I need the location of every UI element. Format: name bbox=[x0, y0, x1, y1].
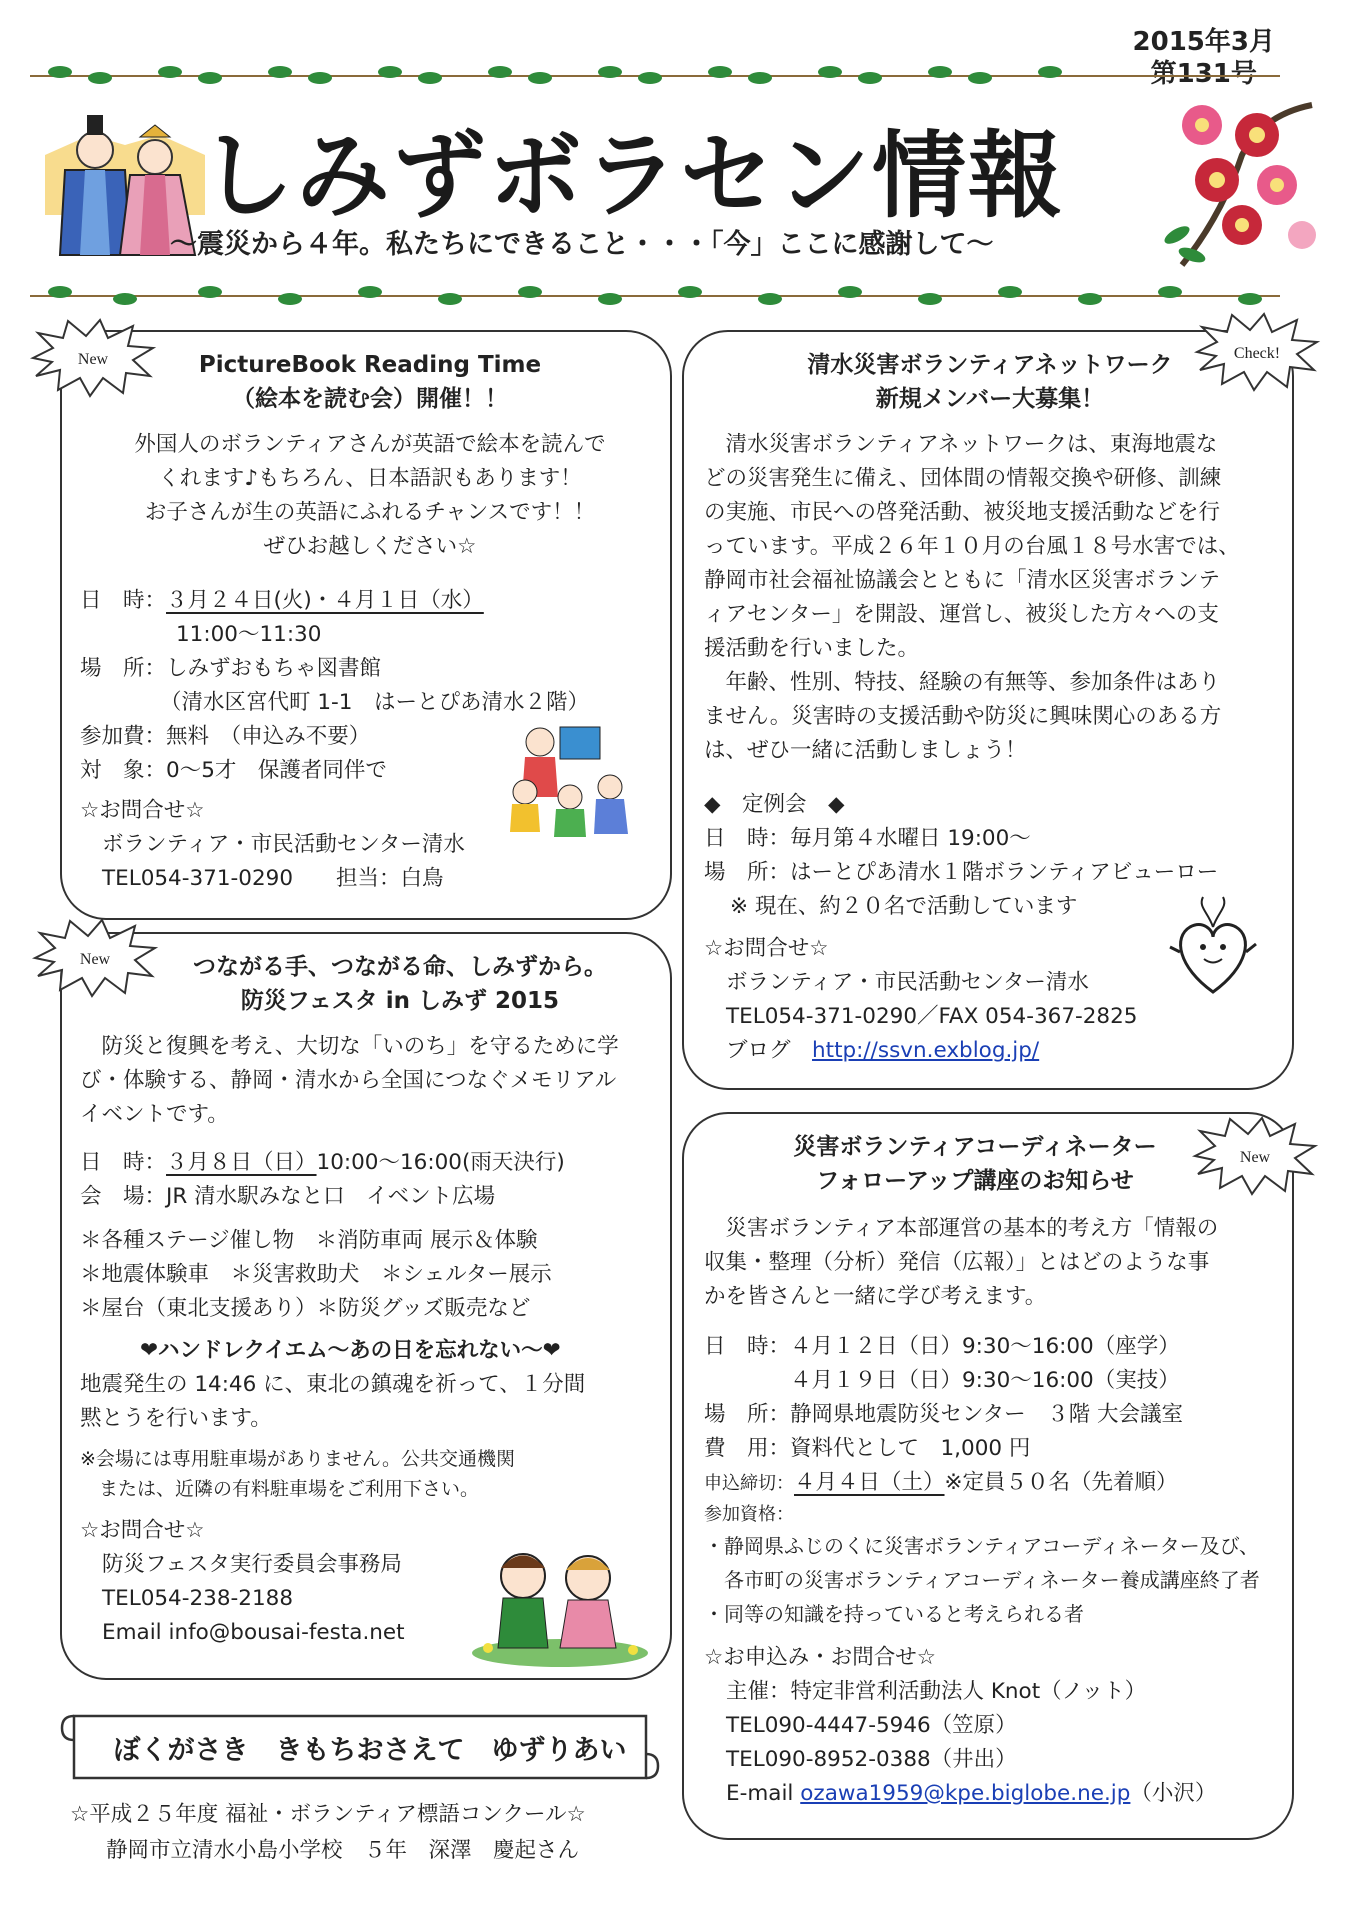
deadline-rest: ※定員５０名（先着順） bbox=[944, 1470, 1178, 1495]
coordinator-title-line1: 災害ボランティアコーディネーター bbox=[793, 1134, 1157, 1160]
parking-note-line: ※会場には専用駐車場がありません。公共交通機関 bbox=[80, 1448, 516, 1470]
organizer: 主催：特定非営利活動法人 Knot（ノット） bbox=[726, 1679, 1147, 1704]
qual-line: ・静岡県ふじのくに災害ボランティアコーディネーター及び、 bbox=[704, 1534, 1259, 1558]
intro-line: び・体験する、静岡・清水から全国につなぐメモリアル bbox=[80, 1068, 617, 1093]
newsletter-subtitle: ～震災から４年。私たちにできること・・・「今」ここに感謝して～ bbox=[170, 229, 994, 260]
deadline-label: 申込締切： bbox=[704, 1473, 794, 1494]
target-value: 0～5才 保護者同伴で bbox=[166, 758, 387, 783]
requiem-title: ❤ハンドレクイエム～あの日を忘れない～❤ bbox=[140, 1338, 561, 1363]
date-value: ３月８日（日） bbox=[166, 1150, 317, 1175]
meeting-heading: ◆ 定例会 ◆ bbox=[704, 792, 845, 817]
body-line: 清水災害ボランティアネットワークは、東海地震な bbox=[704, 432, 1218, 457]
slogan-author: 静岡市立清水小島小学校 ５年 深澤 慶起さん bbox=[106, 1838, 580, 1863]
newsletter-title: しみずボラセン情報 bbox=[200, 122, 1065, 231]
coordinator-title bbox=[720, 1130, 1230, 1198]
coordinator-intro bbox=[704, 1212, 1218, 1314]
place-label: 場 所： bbox=[80, 656, 167, 681]
picturebook-intro bbox=[90, 428, 650, 564]
intro-line: ぜひお越しください☆ bbox=[263, 534, 477, 559]
qual-line: 各市町の災害ボランティアコーディネーター養成講座終了者 bbox=[704, 1568, 1260, 1592]
body-line: の実施、市民への啓発活動、被災地支援活動などを行 bbox=[704, 500, 1221, 525]
contact-email: Email info@bousai-festa.net bbox=[102, 1620, 405, 1645]
heart-mascot-illustration bbox=[1168, 892, 1258, 1002]
intro-line: お子さんが生の英語にふれるチャンスです！！ bbox=[144, 500, 596, 525]
coordinator-details bbox=[704, 1330, 1260, 1811]
bottom-vine-decoration bbox=[30, 282, 1280, 310]
body-line: 援活動を行いました。 bbox=[704, 636, 920, 661]
festa-intro bbox=[80, 1030, 619, 1132]
feature-line: ＊地震体験車 ＊災害救助犬 ＊シェルター展示 bbox=[80, 1262, 552, 1287]
contact-tel: TEL054-371-0290 担当：白鳥 bbox=[102, 866, 444, 891]
email-suffix: （小沢） bbox=[1130, 1781, 1217, 1806]
parking-note-line: または、近隣の有料駐車場をご利用下さい。 bbox=[80, 1478, 480, 1500]
festa-title bbox=[140, 950, 660, 1018]
tel2: TEL090-8952-0388（井出） bbox=[726, 1747, 1017, 1772]
fee-value: 無料 （申込み不要） bbox=[166, 724, 371, 749]
issue-number: 第131号 bbox=[1150, 59, 1257, 89]
slogan-text: ぼくがさき きもちおさえて ゆずりあい bbox=[113, 1735, 627, 1766]
contact-heading: ☆お申込み・お問合せ☆ bbox=[704, 1645, 937, 1670]
top-vine-decoration bbox=[30, 62, 1280, 90]
place: 場 所：静岡県地震防災センター ３階 大会議室 bbox=[704, 1402, 1183, 1427]
fee: 費 用：資料代として 1,000 円 bbox=[704, 1436, 1031, 1461]
festa-title-line2: 防災フェスタ in しみず 2015 bbox=[240, 988, 560, 1014]
intro-line: くれます♪もちろん、日本語訳もあります！ bbox=[158, 466, 582, 491]
time-value: 11:00～11:30 bbox=[176, 622, 322, 647]
body-line: は、ぜひ一緒に活動しましょう！ bbox=[704, 738, 1027, 763]
intro-line: 防災と復興を考え、大切な「いのち」を守るために学 bbox=[80, 1034, 619, 1059]
contact-org: ボランティア・市民活動センター清水 bbox=[726, 970, 1089, 995]
body-line: ィアセンター」を開設、運営し、被災した方々への支 bbox=[704, 602, 1219, 627]
place-detail: （清水区宮代町 1-1 はーとぴあ清水２階） bbox=[160, 690, 589, 715]
date-rest: 10:00～16:00(雨天決行) bbox=[316, 1150, 565, 1175]
check-badge-label: Check! bbox=[1233, 345, 1281, 362]
network-title-line1: 清水災害ボランティアネットワーク bbox=[807, 352, 1173, 378]
picturebook-title-line2: （絵本を読む会）開催！！ bbox=[232, 386, 508, 412]
coordinator-title-line2: フォローアップ講座のお知らせ bbox=[816, 1168, 1134, 1194]
children-reading-illustration bbox=[500, 722, 640, 842]
email-label: E-mail bbox=[726, 1781, 801, 1806]
requiem-line: 地震発生の 14:46 に、東北の鎮魂を祈って、１分間 bbox=[80, 1372, 586, 1397]
contact-heading: ☆お問合せ☆ bbox=[80, 798, 205, 823]
target-label: 対 象： bbox=[80, 758, 167, 783]
contact-heading: ☆お問合せ☆ bbox=[704, 936, 829, 961]
body-line: 年齢、性別、特技、経験の有無等、参加条件はあり bbox=[704, 670, 1221, 695]
meeting-place: 場 所：はーとぴあ清水１階ボランティアビューロー bbox=[704, 860, 1219, 885]
body-line: ません。災害時の支援活動や防災に興味関心のある方 bbox=[704, 704, 1222, 729]
meeting-date: 日 時：毎月第４水曜日 19:00～ bbox=[704, 826, 1031, 851]
date-label: 日 時： bbox=[80, 588, 167, 613]
network-title-line2: 新規メンバー大募集！ bbox=[875, 386, 1105, 412]
festa-place: 会 場：JR 清水駅みなと口 イベント広場 bbox=[80, 1184, 496, 1209]
intro-line: 収集・整理（分析）発信（広報）」とはどのような事 bbox=[704, 1250, 1210, 1275]
qual-line: ・同等の知識を持っていると考えられる者 bbox=[704, 1602, 1084, 1626]
contact-tel: TEL054-238-2188 bbox=[102, 1586, 294, 1611]
new-badge-label: New bbox=[79, 951, 111, 968]
children-playing-illustration bbox=[468, 1538, 653, 1668]
contact-tel: TEL054-371-0290／FAX 054-367-2825 bbox=[726, 1004, 1138, 1029]
blog-label: ブログ bbox=[726, 1038, 813, 1063]
tel1: TEL090-4447-5946（笠原） bbox=[726, 1713, 1017, 1738]
date-value: ３月２４日(火)・４月１日（水） bbox=[166, 588, 484, 613]
new-badge-label: New bbox=[1239, 1149, 1271, 1166]
new-badge-label: New bbox=[77, 351, 109, 368]
deadline-value: ４月４日（土） bbox=[794, 1470, 945, 1495]
date-label: 日 時： bbox=[80, 1150, 167, 1175]
feature-line: ＊各種ステージ催し物 ＊消防車両 展示＆体験 bbox=[80, 1228, 538, 1253]
place-value: しみずおもちゃ図書館 bbox=[166, 656, 382, 681]
intro-line: かを皆さんと一緒に学び考えます。 bbox=[704, 1284, 1047, 1309]
festa-title-line1: つながる手、つながる命、しみずから。 bbox=[193, 954, 607, 980]
requiem-line: 黙とうを行います。 bbox=[80, 1406, 272, 1431]
intro-line: イベントです。 bbox=[80, 1102, 229, 1127]
body-line: どの災害発生に備え、団体間の情報交換や研修、訓練 bbox=[704, 466, 1222, 491]
plum-blossom-illustration bbox=[1162, 95, 1322, 275]
qual-label: 参加資格： bbox=[704, 1504, 794, 1525]
intro-line: 災害ボランティア本部運営の基本的考え方「情報の bbox=[704, 1216, 1219, 1241]
contact-org: 防災フェスタ実行委員会事務局 bbox=[102, 1552, 402, 1577]
picturebook-title-line1: PictureBook Reading Time bbox=[198, 352, 542, 378]
email-link[interactable]: ozawa1959@kpe.biglobe.ne.jp bbox=[800, 1781, 1131, 1806]
body-line: 静岡市社会福祉協議会とともに「清水区災害ボランテ bbox=[704, 568, 1221, 593]
slogan-award: ☆平成２５年度 福祉・ボランティア標語コンクール☆ bbox=[70, 1802, 586, 1827]
meeting-note: ※ 現在、約２０名で活動しています bbox=[730, 894, 1078, 919]
intro-line: 外国人のボランティアさんが英語で絵本を読んで bbox=[134, 432, 606, 457]
fee-label: 参加費： bbox=[80, 724, 167, 749]
network-body bbox=[704, 428, 1240, 768]
date-line: 日 時：４月１２日（日）9:30～16:00（座学） bbox=[704, 1334, 1180, 1359]
body-line: っています。平成２６年１０月の台風１８号水害では、 bbox=[704, 534, 1240, 559]
network-meeting bbox=[704, 788, 1218, 1068]
contact-heading: ☆お問合せ☆ bbox=[80, 1518, 205, 1543]
picturebook-title bbox=[100, 348, 640, 416]
network-title bbox=[720, 348, 1260, 416]
date-line: ４月１９日（日）9:30～16:00（実技） bbox=[704, 1368, 1180, 1393]
feature-line: ＊屋台（東北支援あり）＊防災グッズ販売など bbox=[80, 1296, 531, 1321]
contact-org: ボランティア・市民活動センター清水 bbox=[102, 832, 465, 857]
issue-date: 2015年3月 bbox=[1132, 27, 1275, 57]
blog-link[interactable]: http://ssvn.exblog.jp/ bbox=[812, 1038, 1040, 1063]
